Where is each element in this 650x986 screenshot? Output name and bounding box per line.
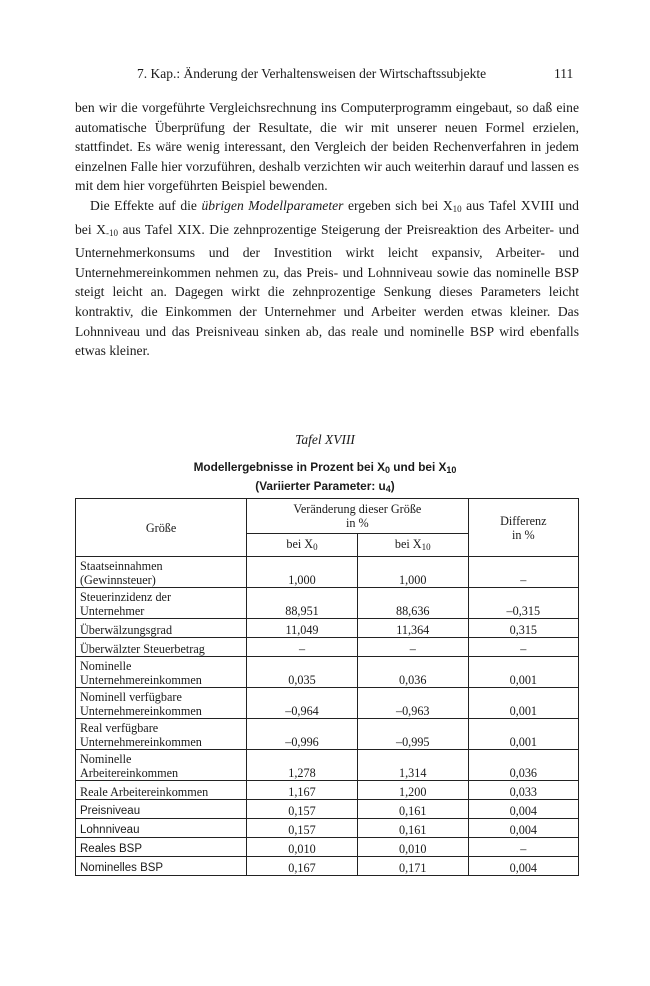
subscript: 0: [313, 541, 318, 552]
cell-x10: 0,010: [357, 838, 468, 857]
header-text: Differenz: [500, 513, 547, 528]
text-run: bei X: [394, 536, 422, 551]
caption-line-1: [0, 459, 650, 478]
subscript: -10: [105, 227, 118, 238]
results-table: [75, 498, 579, 876]
row-label-line: Nominelle: [80, 752, 132, 766]
cell-x10: –: [357, 638, 468, 657]
cell-x10: 1,200: [357, 781, 468, 800]
row-label: [76, 688, 247, 719]
row-label-line: Staatseinnahmen: [80, 559, 163, 573]
table-body: [76, 557, 579, 876]
cell-x10: 0,171: [357, 857, 468, 876]
table-row: [76, 638, 579, 657]
row-label: [76, 619, 247, 638]
row-label-line: Reales BSP: [80, 843, 143, 855]
row-label: [76, 781, 247, 800]
cell-differenz: 0,001: [468, 657, 578, 688]
row-label-line: Unternehmereinkommen: [80, 673, 202, 687]
table-label: Tafel XVIII: [295, 432, 355, 447]
cell-x10: 88,636: [357, 588, 468, 619]
row-label: [76, 819, 247, 838]
table-row: [76, 800, 579, 819]
cell-differenz: 0,033: [468, 781, 578, 800]
subscript: 10: [421, 541, 431, 552]
text-run: bei X: [286, 536, 314, 551]
text-run: ): [390, 479, 395, 493]
header-text: in %: [511, 527, 535, 542]
row-label-line: Preisniveau: [80, 805, 141, 817]
row-label: [76, 588, 247, 619]
cell-x0: 0,167: [247, 857, 358, 876]
cell-x10: 1,000: [357, 557, 468, 588]
text-run: (Variierter Parameter: u: [255, 479, 386, 493]
text-run: Die Effekte auf die: [90, 197, 202, 213]
cell-x0: 1,167: [247, 781, 358, 800]
table-row: [76, 688, 579, 719]
row-label-line: Arbeitereinkommen: [80, 766, 179, 780]
cell-x10: –0,995: [357, 719, 468, 750]
cell-x0: –0,996: [247, 719, 358, 750]
table-row: [76, 557, 579, 588]
cell-x0: 0,157: [247, 819, 358, 838]
row-label-line: Nominell verfügbare: [80, 690, 182, 704]
body-text: [75, 98, 579, 361]
text-run: und bei X: [390, 460, 447, 474]
page-number: 111: [554, 66, 574, 81]
text-run: Modellergebnisse in Prozent bei X: [193, 460, 385, 474]
chapter-title: 7. Kap.: Änderung der Verhaltensweisen der Wirtschaftssubjekte: [137, 66, 487, 81]
cell-x0: 11,049: [247, 619, 358, 638]
table-row: [76, 588, 579, 619]
cell-differenz: –: [468, 838, 578, 857]
cell-x0: 0,010: [247, 838, 358, 857]
row-label: [76, 838, 247, 857]
table-row: [76, 719, 579, 750]
row-label-line: Nominelles BSP: [80, 862, 164, 874]
row-label: [76, 857, 247, 876]
cell-x10: 0,161: [357, 819, 468, 838]
cell-x10: 0,161: [357, 800, 468, 819]
row-label: [76, 638, 247, 657]
row-label: [76, 750, 247, 781]
row-label-line: Lohnniveau: [80, 824, 140, 836]
cell-differenz: –: [468, 557, 578, 588]
header-bei-x0: [247, 534, 358, 557]
table-row: [76, 857, 579, 876]
cell-x10: 0,036: [357, 657, 468, 688]
emphasis-text: übrigen Modellparameter: [201, 197, 344, 213]
cell-differenz: 0,315: [468, 619, 578, 638]
table-caption: [0, 459, 650, 497]
row-label-line: Unternehmereinkommen: [80, 735, 202, 749]
cell-differenz: 0,004: [468, 800, 578, 819]
cell-x0: 0,035: [247, 657, 358, 688]
row-label-line: Überwälzungsgrad: [80, 623, 173, 637]
header-veraenderung: [247, 499, 469, 534]
row-label-line: Nominelle: [80, 659, 132, 673]
caption-line-2: [0, 478, 650, 497]
cell-x0: 1,278: [247, 750, 358, 781]
row-label-line: (Gewinnsteuer): [80, 573, 156, 587]
row-label: [76, 557, 247, 588]
row-label: [76, 719, 247, 750]
cell-differenz: –: [468, 638, 578, 657]
cell-differenz: 0,001: [468, 719, 578, 750]
row-label-line: Unternehmer: [80, 604, 145, 618]
row-label-line: Steuerinzidenz der: [80, 590, 172, 604]
cell-differenz: 0,001: [468, 688, 578, 719]
cell-differenz: –0,315: [468, 588, 578, 619]
cell-x0: 0,157: [247, 800, 358, 819]
table-row: [76, 657, 579, 688]
row-label: [76, 657, 247, 688]
subscript: 10: [446, 465, 457, 475]
cell-x10: 1,314: [357, 750, 468, 781]
cell-x0: –0,964: [247, 688, 358, 719]
table-row: [76, 619, 579, 638]
table-row: [76, 750, 579, 781]
cell-differenz: 0,004: [468, 819, 578, 838]
row-label-line: Reale Arbeitereinkommen: [80, 785, 209, 799]
row-label-line: Real verfügbare: [80, 721, 159, 735]
header-bei-x10: [357, 534, 468, 557]
row-label: [76, 800, 247, 819]
table-row: [76, 838, 579, 857]
cell-x10: –0,963: [357, 688, 468, 719]
cell-differenz: 0,004: [468, 857, 578, 876]
table-row: [76, 781, 579, 800]
text-run: aus Tafel XIX. Die zehnprozentige Steigerung der Preisreaktion des Arbeiter- und Unternehmerkonsums und der Investition wirkt leicht expansiv, Arbeiter- und Unternehmereinkommen nehmen zu, das Preis- und Lohnniveau sowie das nominelle BSP steigt leicht an. Dagegen wirkt die zehnprozentige Senkung dieses Parameters leicht kontraktiv, die Einkommen der Unternehmer und Arbeiter werden etwas kleiner. Das Lohnniveau und das Preisniveau sinken ab, das reale und nominelle BSP wird ebenfalls etwas kleiner.: [75, 221, 579, 359]
paragraph-1: ben wir die vorgeführte Vergleichsrechnung ins Computerprogramm eingebaut, so daß eine automatische Überprüfung der Resultate, die wir mit unserer neuen Formel erzielen, stattfindet. Es wäre wenig interessant, den Vergleich der beiden Rechenverfahren in jedem einzelnen Falle hier vorzuführen, deshalb verzichten wir auch weiterhin darauf und lassen es mit dem hier vorgeführten Beispiel bewenden.: [75, 100, 579, 194]
header-text: Veränderung dieser Größe: [293, 502, 422, 516]
cell-x10: 11,364: [357, 619, 468, 638]
header-text: in %: [346, 516, 369, 530]
subscript: 0: [385, 465, 391, 475]
row-label-line: Unternehmereinkommen: [80, 704, 202, 718]
paragraph-2: [75, 196, 579, 361]
cell-differenz: 0,036: [468, 750, 578, 781]
subscript: 4: [385, 484, 391, 494]
cell-x0: –: [247, 638, 358, 657]
cell-x0: 1,000: [247, 557, 358, 588]
header-differenz: [468, 499, 578, 557]
table-row: [76, 819, 579, 838]
row-label-line: Überwälzter Steuerbetrag: [80, 642, 205, 656]
header-groesse: Größe: [76, 499, 247, 557]
cell-x0: 88,951: [247, 588, 358, 619]
subscript: 10: [452, 203, 462, 214]
text-run: aus Tafel XVIII und bei X: [75, 197, 579, 237]
text-run: ergeben sich bei X: [343, 197, 453, 213]
